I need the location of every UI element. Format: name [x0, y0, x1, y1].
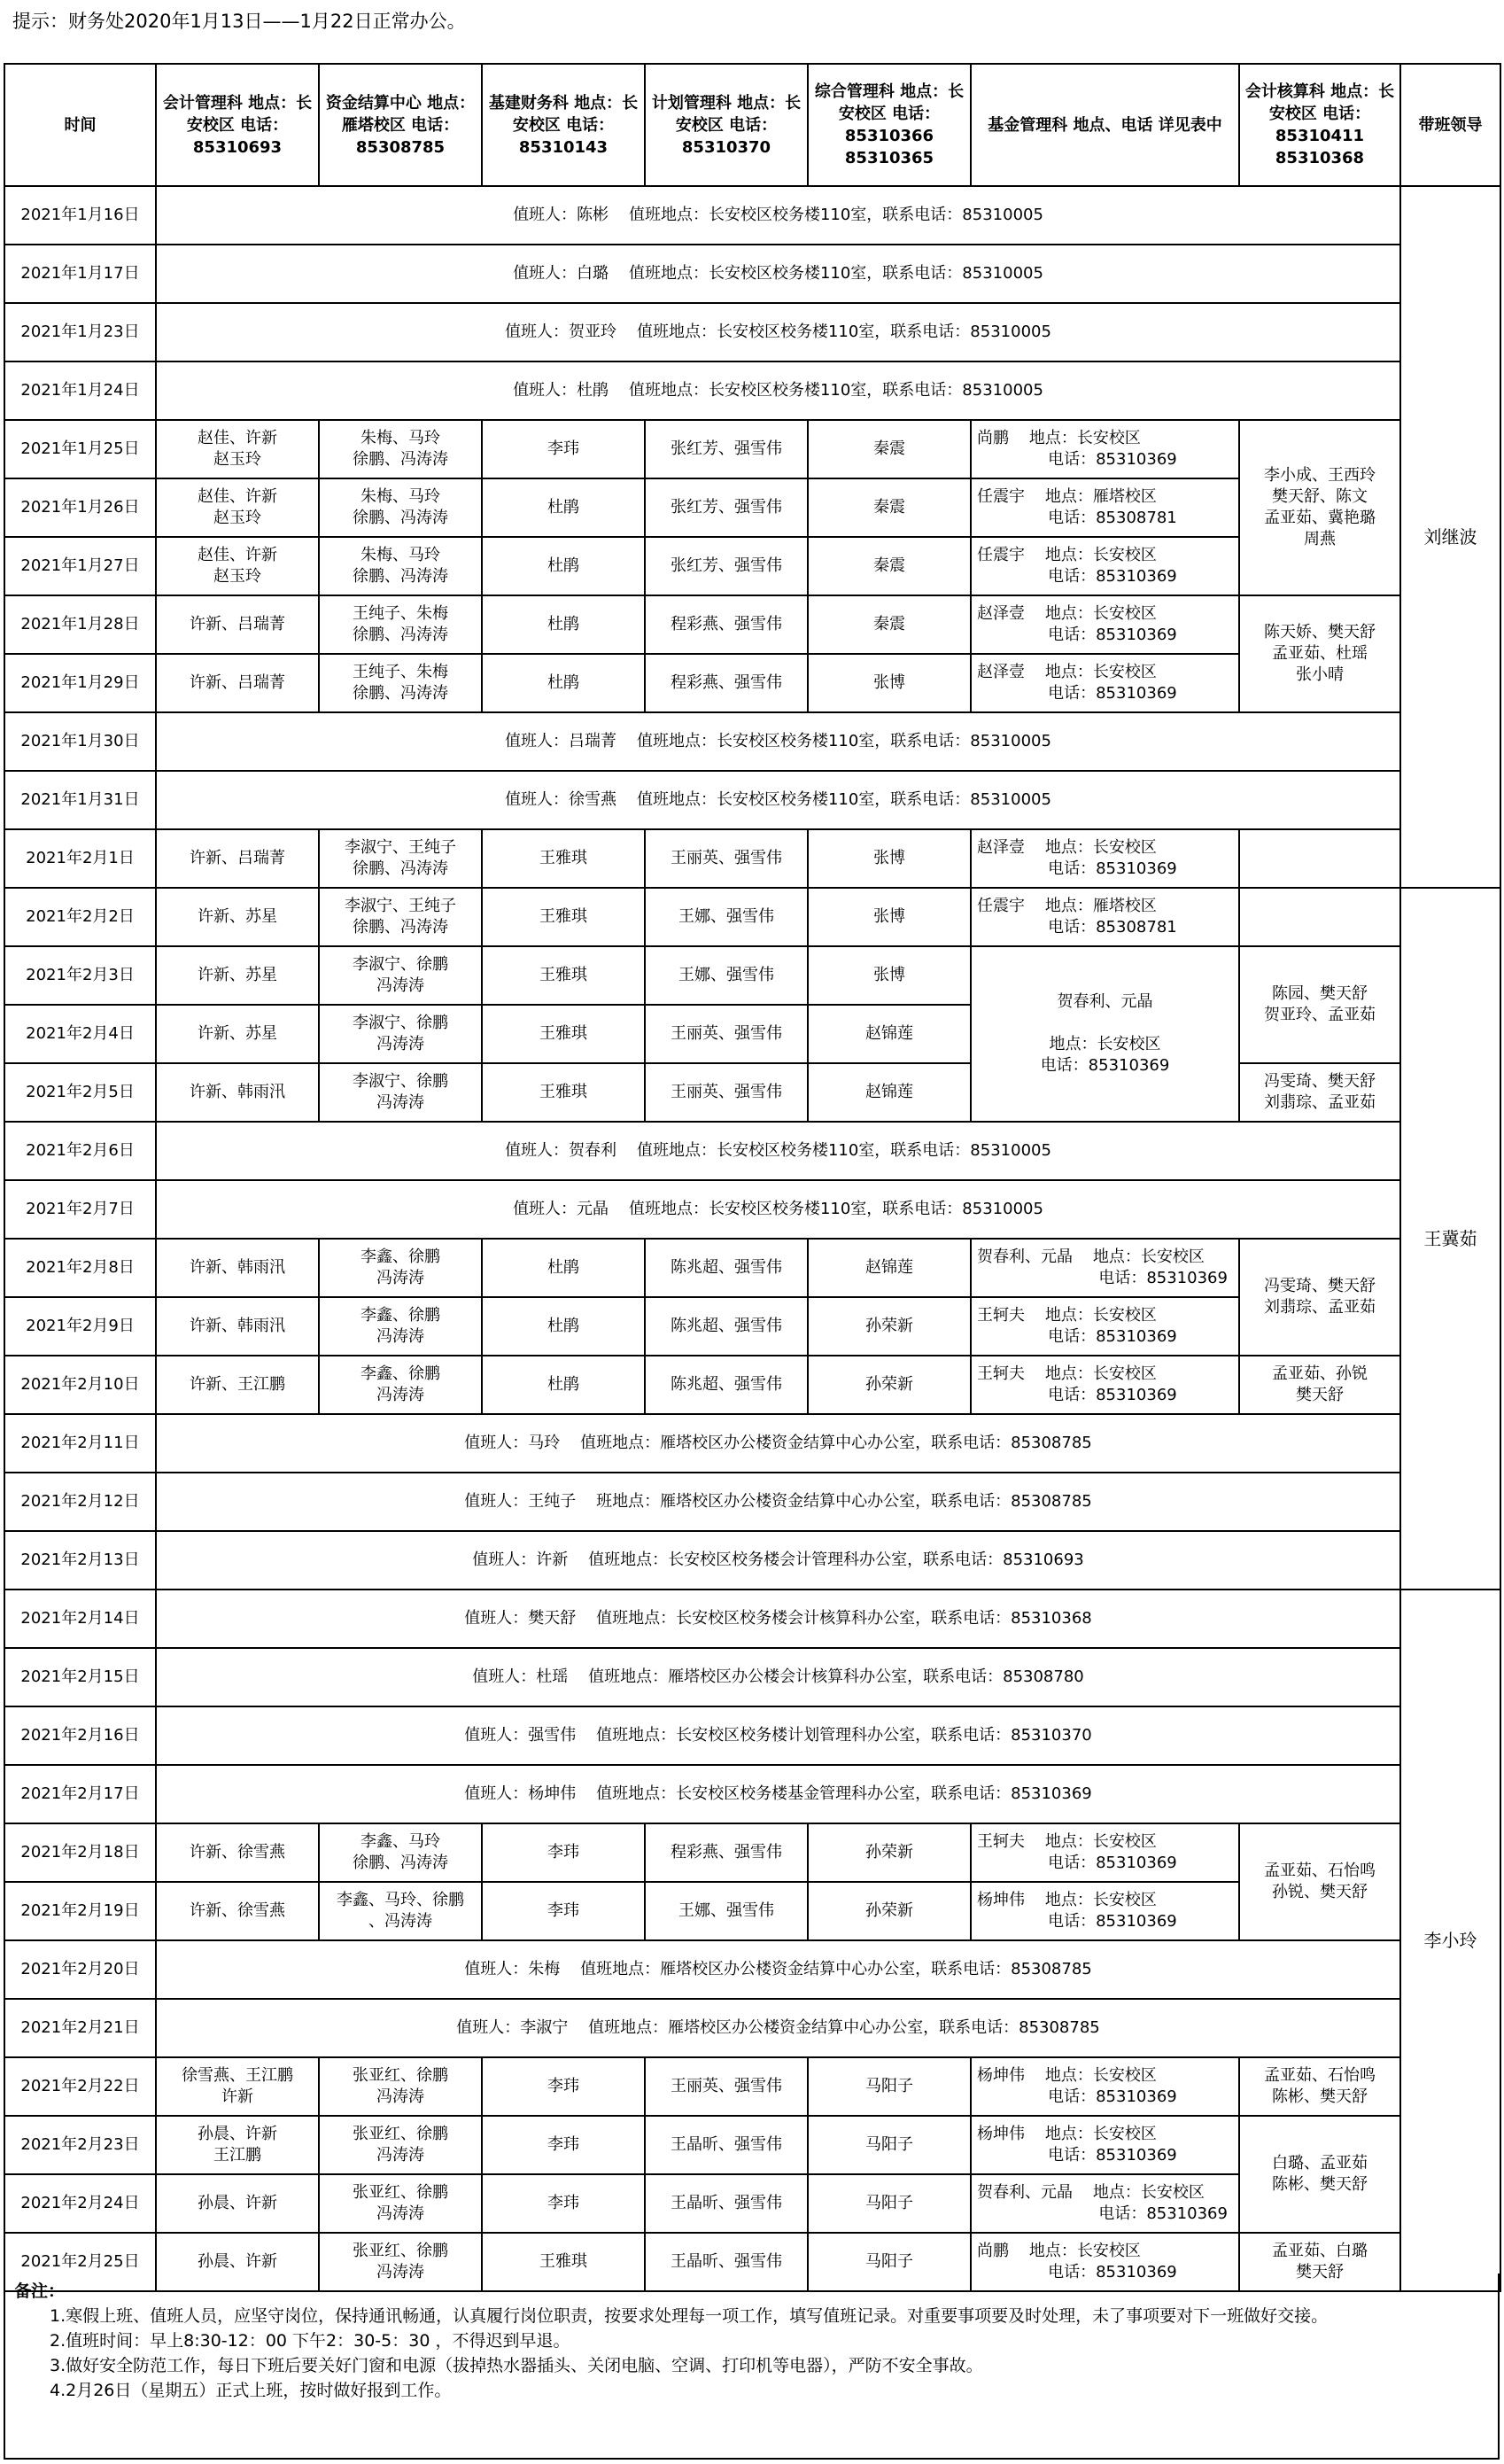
duty-info: 值班人：樊天舒 值班地点：长安校区校务楼会计核算科办公室，联系电话：85310368: [156, 1590, 1400, 1648]
cell-planning: 王晶昕、强雪伟: [645, 2116, 808, 2174]
note-item: 2.值班时间：早上8:30-12：00 下午2：30-5：30 ，不得迟到早退。: [50, 2331, 570, 2351]
row-date: 2021年2月10日: [4, 1356, 156, 1414]
row-date: 2021年1月24日: [4, 361, 156, 420]
duty-info: 值班人：元晶 值班地点：长安校区校务楼110室，联系电话：85310005: [156, 1180, 1400, 1239]
cell-accounting-calc: [1239, 888, 1400, 946]
row-date: 2021年2月20日: [4, 1940, 156, 1999]
cell-accounting-mgmt: 许新、韩雨汛: [156, 1239, 319, 1297]
cell-accounting-calc: 李小成、王西玲 樊天舒、陈文 孟亚茹、冀艳璐 周燕: [1239, 420, 1400, 595]
cell-fund-mgmt: 贺春利、元晶 地点：长安校区 电话：85310369: [971, 1239, 1239, 1297]
cell-accounting-mgmt: 许新、徐雪燕: [156, 1882, 319, 1940]
row-date: 2021年2月13日: [4, 1531, 156, 1590]
cell-fund-settlement: 朱梅、马玲 徐鹏、冯涛涛: [319, 537, 482, 595]
cell-infrastructure: 杜鹃: [482, 595, 645, 654]
cell-accounting-mgmt: 孙晨、许新: [156, 2233, 319, 2291]
duty-schedule-table: [4, 63, 1501, 2292]
table-row: [4, 2057, 1500, 2116]
row-date: 2021年2月5日: [4, 1063, 156, 1122]
cell-infrastructure: 王雅琪: [482, 2233, 645, 2291]
table-row: [4, 361, 1500, 420]
duty-info: 值班人：朱梅 值班地点：雁塔校区办公楼资金结算中心办公室，联系电话：85308785: [156, 1940, 1400, 1999]
cell-accounting-mgmt: 许新、王江鹏: [156, 1356, 319, 1414]
cell-fund-settlement: 李鑫、马玲 徐鹏、冯涛涛: [319, 1823, 482, 1882]
table-row: [4, 1122, 1500, 1180]
row-date: 2021年2月1日: [4, 829, 156, 888]
notes-title: 备注：: [14, 2281, 66, 2301]
cell-general: 赵锦莲: [808, 1239, 971, 1297]
duty-info: 值班人：陈彬 值班地点：长安校区校务楼110室，联系电话：85310005: [156, 186, 1400, 245]
cell-fund-mgmt: 赵泽壹 地点：长安校区 电话：85310369: [971, 829, 1239, 888]
table-row: [4, 303, 1500, 361]
row-date: 2021年2月19日: [4, 1882, 156, 1940]
table-row: [4, 1356, 1500, 1414]
cell-accounting-mgmt: 赵佳、许新 赵玉玲: [156, 420, 319, 478]
row-date: 2021年1月25日: [4, 420, 156, 478]
cell-general: 张博: [808, 946, 971, 1005]
cell-fund-settlement: 王纯子、朱梅 徐鹏、冯涛涛: [319, 595, 482, 654]
cell-accounting-mgmt: 许新、韩雨汛: [156, 1063, 319, 1122]
cell-accounting-mgmt: 赵佳、许新 赵玉玲: [156, 478, 319, 537]
row-date: 2021年2月18日: [4, 1823, 156, 1882]
table-row: [4, 1940, 1500, 1999]
cell-planning: 王丽英、强雪伟: [645, 1063, 808, 1122]
cell-infrastructure: 杜鹃: [482, 537, 645, 595]
duty-info: 值班人：杜瑶 值班地点：雁塔校区办公楼会计核算科办公室，联系电话：85308780: [156, 1648, 1400, 1706]
header-general-mgmt: 综合管理科 地点：长安校区 电话：85310366 85310365: [808, 64, 971, 186]
row-date: 2021年2月12日: [4, 1473, 156, 1531]
table-row: [4, 420, 1500, 478]
cell-accounting-calc: 孟亚茹、石怡鸣 孙锐、樊天舒: [1239, 1823, 1400, 1940]
cell-general: 秦震: [808, 478, 971, 537]
cell-fund-settlement: 朱梅、马玲 徐鹏、冯涛涛: [319, 420, 482, 478]
row-date: 2021年2月15日: [4, 1648, 156, 1706]
cell-fund-settlement: 李鑫、徐鹏 冯涛涛: [319, 1239, 482, 1297]
cell-planning: 陈兆超、强雪伟: [645, 1297, 808, 1356]
table-row: [4, 888, 1500, 946]
cell-infrastructure: 李玮: [482, 2174, 645, 2233]
row-date: 2021年1月29日: [4, 654, 156, 712]
cell-accounting-mgmt: 许新、吕瑞菁: [156, 595, 319, 654]
header-fund-mgmt: 基金管理科 地点、电话 详见表中: [971, 64, 1239, 186]
row-date: 2021年2月4日: [4, 1005, 156, 1063]
cell-fund-mgmt: 杨坤伟 地点：长安校区 电话：85310369: [971, 1882, 1239, 1940]
cell-planning: 张红芳、强雪伟: [645, 478, 808, 537]
row-date: 2021年2月24日: [4, 2174, 156, 2233]
duty-info: 值班人：贺春利 值班地点：长安校区校务楼110室，联系电话：85310005: [156, 1122, 1400, 1180]
cell-fund-mgmt: 王轲夫 地点：长安校区 电话：85310369: [971, 1823, 1239, 1882]
table-row: [4, 1063, 1500, 1122]
leader-cell: 李小玲: [1400, 1590, 1500, 2291]
cell-fund-mgmt: 赵泽壹 地点：长安校区 电话：85310369: [971, 595, 1239, 654]
row-date: 2021年2月6日: [4, 1122, 156, 1180]
cell-accounting-calc: 冯雯琦、樊天舒 刘翡琮、孟亚茹: [1239, 1063, 1400, 1122]
cell-planning: 王娜、强雪伟: [645, 1882, 808, 1940]
cell-planning: 王丽英、强雪伟: [645, 1005, 808, 1063]
table-row: [4, 186, 1500, 245]
cell-fund-settlement: 王纯子、朱梅 徐鹏、冯涛涛: [319, 654, 482, 712]
cell-fund-mgmt: 王轲夫 地点：长安校区 电话：85310369: [971, 1356, 1239, 1414]
cell-accounting-calc: 白璐、孟亚茹 陈彬、樊天舒: [1239, 2116, 1400, 2233]
cell-infrastructure: 王雅琪: [482, 946, 645, 1005]
note-item: 3.做好安全防范工作，每日下班后要关好门窗和电源（拔掉热水器插头、关闭电脑、空调、打印机等电器），严防不安全事故。: [50, 2356, 983, 2375]
cell-general: 孙荣新: [808, 1297, 971, 1356]
cell-general: 孙荣新: [808, 1882, 971, 1940]
duty-info: 值班人：吕瑞菁 值班地点：长安校区校务楼110室，联系电话：85310005: [156, 712, 1400, 771]
cell-planning: 张红芳、强雪伟: [645, 420, 808, 478]
header-time: 时间: [4, 64, 156, 186]
table-row: [4, 245, 1500, 303]
cell-fund-settlement: 李淑宁、徐鹏 冯涛涛: [319, 1063, 482, 1122]
row-date: 2021年1月17日: [4, 245, 156, 303]
row-date: 2021年2月8日: [4, 1239, 156, 1297]
cell-fund-settlement: 李淑宁、王纯子 徐鹏、冯涛涛: [319, 829, 482, 888]
duty-info: 值班人：马玲 值班地点：雁塔校区办公楼资金结算中心办公室，联系电话：85308785: [156, 1414, 1400, 1473]
cell-fund-settlement: 李淑宁、徐鹏 冯涛涛: [319, 946, 482, 1005]
cell-accounting-mgmt: 孙晨、许新: [156, 2174, 319, 2233]
row-date: 2021年2月3日: [4, 946, 156, 1005]
cell-fund-mgmt: 任震宇 地点：雁塔校区 电话：85308781: [971, 888, 1239, 946]
row-date: 2021年2月16日: [4, 1706, 156, 1765]
cell-planning: 张红芳、强雪伟: [645, 537, 808, 595]
cell-general: 马阳子: [808, 2057, 971, 2116]
cell-accounting-mgmt: 许新、韩雨汛: [156, 1297, 319, 1356]
cell-planning: 陈兆超、强雪伟: [645, 1239, 808, 1297]
cell-general: 秦震: [808, 537, 971, 595]
table-row: [4, 1590, 1500, 1648]
cell-planning: 王晶昕、强雪伟: [645, 2233, 808, 2291]
cell-infrastructure: 李玮: [482, 1882, 645, 1940]
cell-infrastructure: 李玮: [482, 2116, 645, 2174]
cell-infrastructure: 杜鹃: [482, 1297, 645, 1356]
header-planning-mgmt: 计划管理科 地点：长安校区 电话：85310370: [645, 64, 808, 186]
cell-planning: 程彩燕、强雪伟: [645, 1823, 808, 1882]
cell-infrastructure: 李玮: [482, 1823, 645, 1882]
cell-infrastructure: 杜鹃: [482, 654, 645, 712]
row-date: 2021年2月21日: [4, 1999, 156, 2057]
cell-infrastructure: 李玮: [482, 2057, 645, 2116]
cell-fund-mgmt: 尚鹏 地点：长安校区 电话：85310369: [971, 420, 1239, 478]
table-row: [4, 1239, 1500, 1297]
cell-infrastructure: 杜鹃: [482, 478, 645, 537]
table-row: [4, 1999, 1500, 2057]
row-date: 2021年2月7日: [4, 1180, 156, 1239]
cell-general: 赵锦莲: [808, 1063, 971, 1122]
cell-accounting-calc: 孟亚茹、孙锐 樊天舒: [1239, 1356, 1400, 1414]
cell-planning: 王娜、强雪伟: [645, 888, 808, 946]
cell-general: 孙荣新: [808, 1356, 971, 1414]
row-date: 2021年1月28日: [4, 595, 156, 654]
duty-info: 值班人：许新 值班地点：长安校区校务楼会计管理科办公室，联系电话：85310693: [156, 1531, 1400, 1590]
header-infrastructure-finance: 基建财务科 地点：长安校区 电话：85310143: [482, 64, 645, 186]
table-row: [4, 712, 1500, 771]
cell-fund-settlement: 李鑫、徐鹏 冯涛涛: [319, 1356, 482, 1414]
cell-planning: 王晶昕、强雪伟: [645, 2174, 808, 2233]
duty-info: 值班人：贺亚玲 值班地点：长安校区校务楼110室，联系电话：85310005: [156, 303, 1400, 361]
header-accounting-calc: 会计核算科 地点：长安校区 电话：85310411 85310368: [1239, 64, 1400, 186]
cell-general: 赵锦莲: [808, 1005, 971, 1063]
cell-planning: 王丽英、强雪伟: [645, 829, 808, 888]
cell-fund-mgmt: 贺春利、元晶 地点：长安校区 电话：85310369: [971, 946, 1239, 1122]
cell-general: 张博: [808, 654, 971, 712]
cell-fund-mgmt: 杨坤伟 地点：长安校区 电话：85310369: [971, 2057, 1239, 2116]
cell-general: 秦震: [808, 420, 971, 478]
row-date: 2021年2月2日: [4, 888, 156, 946]
cell-accounting-calc: 孟亚茹、石怡鸣 陈彬、樊天舒: [1239, 2057, 1400, 2116]
row-date: 2021年2月22日: [4, 2057, 156, 2116]
cell-accounting-mgmt: 赵佳、许新 赵玉玲: [156, 537, 319, 595]
cell-general: 张博: [808, 829, 971, 888]
cell-fund-settlement: 张亚红、徐鹏 冯涛涛: [319, 2174, 482, 2233]
row-date: 2021年1月31日: [4, 771, 156, 829]
cell-fund-settlement: 李淑宁、徐鹏 冯涛涛: [319, 1005, 482, 1063]
cell-fund-mgmt: 尚鹏 地点：长安校区 电话：85310369: [971, 2233, 1239, 2291]
cell-fund-mgmt: 任震宇 地点：长安校区 电话：85310369: [971, 537, 1239, 595]
cell-infrastructure: 王雅琪: [482, 829, 645, 888]
cell-general: 马阳子: [808, 2233, 971, 2291]
cell-accounting-calc: 孟亚茹、白璐 樊天舒: [1239, 2233, 1400, 2291]
leader-cell: 王冀茹: [1400, 888, 1500, 1590]
table-row: [4, 1648, 1500, 1706]
duty-info: 值班人：徐雪燕 值班地点：长安校区校务楼110室，联系电话：85310005: [156, 771, 1400, 829]
cell-planning: 王娜、强雪伟: [645, 946, 808, 1005]
duty-info: 值班人：李淑宁 值班地点：雁塔校区办公楼资金结算中心办公室，联系电话：85308785: [156, 1999, 1400, 2057]
row-date: 2021年1月23日: [4, 303, 156, 361]
cell-planning: 程彩燕、强雪伟: [645, 654, 808, 712]
duty-info: 值班人：杨坤伟 值班地点：长安校区校务楼基金管理科办公室，联系电话：85310369: [156, 1765, 1400, 1823]
note-item: 1.寒假上班、值班人员，应坚守岗位，保持通讯畅通，认真履行岗位职责，按要求处理每一项工作，填写值班记录。对重要事项要及时处理，未了事项要对下一班做好交接。: [50, 2306, 1329, 2326]
cell-general: 马阳子: [808, 2116, 971, 2174]
duty-info: 值班人：白璐 值班地点：长安校区校务楼110室，联系电话：85310005: [156, 245, 1400, 303]
row-date: 2021年2月17日: [4, 1765, 156, 1823]
cell-fund-mgmt: 赵泽壹 地点：长安校区 电话：85310369: [971, 654, 1239, 712]
leader-cell: 刘继波: [1400, 186, 1500, 888]
cell-accounting-mgmt: 孙晨、许新 王江鹏: [156, 2116, 319, 2174]
table-row: [4, 829, 1500, 888]
table-row: [4, 1823, 1500, 1882]
cell-accounting-mgmt: 许新、苏星: [156, 888, 319, 946]
table-row: [4, 2116, 1500, 2174]
row-date: 2021年2月9日: [4, 1297, 156, 1356]
cell-planning: 王丽英、强雪伟: [645, 2057, 808, 2116]
row-date: 2021年1月27日: [4, 537, 156, 595]
cell-accounting-calc: [1239, 829, 1400, 888]
cell-planning: 程彩燕、强雪伟: [645, 595, 808, 654]
row-date: 2021年1月16日: [4, 186, 156, 245]
cell-infrastructure: 王雅琪: [482, 1005, 645, 1063]
cell-fund-mgmt: 任震宇 地点：雁塔校区 电话：85308781: [971, 478, 1239, 537]
cell-fund-mgmt: 王轲夫 地点：长安校区 电话：85310369: [971, 1297, 1239, 1356]
cell-general: 马阳子: [808, 2174, 971, 2233]
cell-infrastructure: 杜鹃: [482, 1239, 645, 1297]
table-row: [4, 1765, 1500, 1823]
cell-infrastructure: 王雅琪: [482, 1063, 645, 1122]
row-date: 2021年1月26日: [4, 478, 156, 537]
cell-accounting-mgmt: 许新、吕瑞菁: [156, 654, 319, 712]
header-leader: 带班领导: [1400, 64, 1500, 186]
cell-accounting-mgmt: 许新、吕瑞菁: [156, 829, 319, 888]
row-date: 2021年2月25日: [4, 2233, 156, 2291]
note-item: 4.2月26日（星期五）正式上班，按时做好报到工作。: [50, 2381, 452, 2400]
cell-accounting-calc: 陈园、樊天舒 贺亚玲、孟亚茹: [1239, 946, 1400, 1063]
table-row: [4, 771, 1500, 829]
duty-info: 值班人：王纯子 班地点：雁塔校区办公楼资金结算中心办公室，联系电话：85308785: [156, 1473, 1400, 1531]
cell-planning: 陈兆超、强雪伟: [645, 1356, 808, 1414]
row-date: 2021年1月30日: [4, 712, 156, 771]
table-row: [4, 946, 1500, 1005]
notes-section: [4, 2274, 1500, 2460]
table-row: [4, 1473, 1500, 1531]
cell-general: 张博: [808, 888, 971, 946]
cell-accounting-mgmt: 徐雪燕、王江鹏 许新: [156, 2057, 319, 2116]
notice-text: 提示：财务处2020年1月13日——1月22日正常办公。: [12, 11, 466, 32]
cell-fund-settlement: 李淑宁、王纯子 徐鹏、冯涛涛: [319, 888, 482, 946]
cell-accounting-mgmt: 许新、苏星: [156, 946, 319, 1005]
cell-infrastructure: 李玮: [482, 420, 645, 478]
header-fund-settlement: 资金结算中心 地点：雁塔校区 电话：85308785: [319, 64, 482, 186]
row-date: 2021年2月11日: [4, 1414, 156, 1473]
table-row: [4, 1180, 1500, 1239]
cell-general: 秦震: [808, 595, 971, 654]
cell-accounting-mgmt: 许新、徐雪燕: [156, 1823, 319, 1882]
cell-fund-settlement: 张亚红、徐鹏 冯涛涛: [319, 2057, 482, 2116]
cell-accounting-mgmt: 许新、苏星: [156, 1005, 319, 1063]
cell-infrastructure: 杜鹃: [482, 1356, 645, 1414]
cell-fund-settlement: 李鑫、徐鹏 冯涛涛: [319, 1297, 482, 1356]
cell-fund-settlement: 张亚红、徐鹏 冯涛涛: [319, 2116, 482, 2174]
cell-fund-settlement: 李鑫、马玲、徐鹏 、冯涛涛: [319, 1882, 482, 1940]
cell-accounting-calc: 冯雯琦、樊天舒 刘翡琮、孟亚茹: [1239, 1239, 1400, 1356]
table-row: [4, 1414, 1500, 1473]
cell-infrastructure: 王雅琪: [482, 888, 645, 946]
table-row: [4, 1706, 1500, 1765]
header-accounting-mgmt: 会计管理科 地点：长安校区 电话：85310693: [156, 64, 319, 186]
table-row: [4, 1531, 1500, 1590]
row-date: 2021年2月14日: [4, 1590, 156, 1648]
cell-general: 孙荣新: [808, 1823, 971, 1882]
cell-accounting-calc: 陈天娇、樊天舒 孟亚茹、杜瑶 张小晴: [1239, 595, 1400, 712]
duty-info: 值班人：杜鹃 值班地点：长安校区校务楼110室，联系电话：85310005: [156, 361, 1400, 420]
table-row: [4, 595, 1500, 654]
cell-fund-settlement: 朱梅、马玲 徐鹏、冯涛涛: [319, 478, 482, 537]
cell-fund-settlement: 张亚红、徐鹏 冯涛涛: [319, 2233, 482, 2291]
row-date: 2021年2月23日: [4, 2116, 156, 2174]
duty-info: 值班人：强雪伟 值班地点：长安校区校务楼计划管理科办公室，联系电话：85310370: [156, 1706, 1400, 1765]
cell-fund-mgmt: 杨坤伟 地点：长安校区 电话：85310369: [971, 2116, 1239, 2174]
cell-fund-mgmt: 贺春利、元晶 地点：长安校区 电话：85310369: [971, 2174, 1239, 2233]
